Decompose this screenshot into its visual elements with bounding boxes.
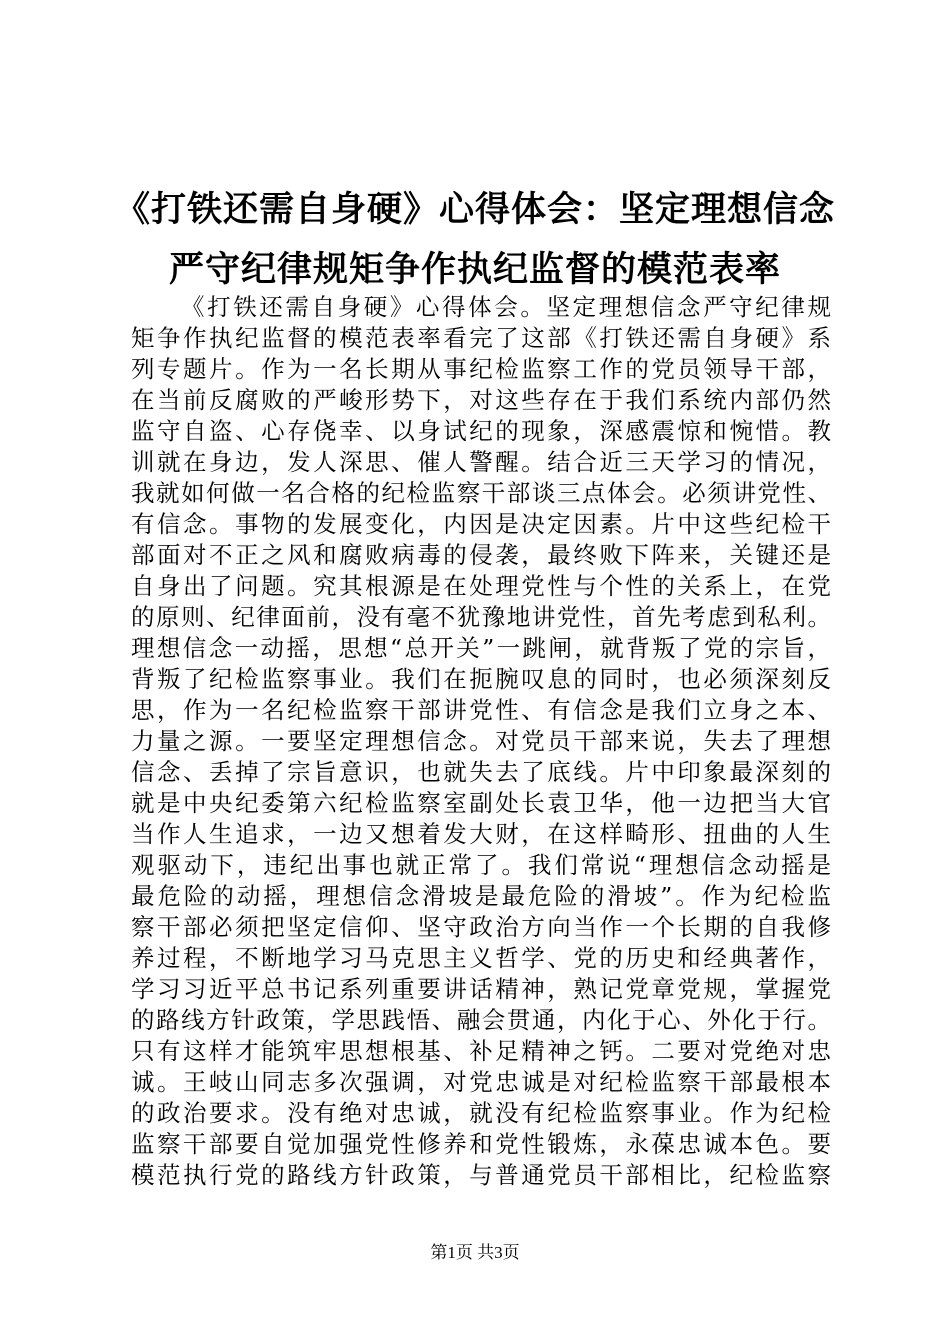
body-line: 矩争作执纪监督的模范表率看完了这部《打铁还需自身硬》系: [131, 324, 831, 352]
document-body: [131, 292, 831, 1191]
body-line: 观驱动下，违纪出事也就正常了。我们常说“理想信念动摇是: [131, 851, 831, 879]
body-line: 思，作为一名纪检监察干部讲党性、有信念是我们立身之本、: [131, 696, 831, 724]
body-line: 只有这样才能筑牢思想根基、补足精神之钙。二要对党绝对忠: [131, 1037, 831, 1065]
body-line: 背叛了纪检监察事业。我们在扼腕叹息的同时，也必须深刻反: [131, 665, 831, 693]
body-line: 监守自盗、心存侥幸、以身试纪的现象，深感震惊和惋惜。教: [131, 417, 831, 445]
body-line: 我就如何做一名合格的纪检监察干部谈三点体会。必须讲党性、: [131, 479, 831, 507]
body-line: 理想信念一动摇，思想“总开关”一跳闸，就背叛了党的宗旨，: [131, 634, 831, 662]
body-line: 信念、丢掉了宗旨意识，也就失去了底线。片中印象最深刻的: [131, 758, 831, 786]
body-line: 当作人生追求，一边又想着发大财，在这样畸形、扭曲的人生: [131, 820, 831, 848]
document-title-line-2: 严守纪律规矩争作执纪监督的模范表率: [168, 250, 781, 290]
body-line: 学习习近平总书记系列重要讲话精神，熟记党章党规，掌握党: [131, 975, 831, 1003]
body-line: 有信念。事物的发展变化，内因是决定因素。片中这些纪检干: [131, 510, 831, 538]
body-line: 自身出了问题。究其根源是在处理党性与个性的关系上，在党: [131, 572, 831, 600]
body-line: 养过程，不断地学习马克思主义哲学、党的历史和经典著作，: [131, 944, 831, 972]
body-line: 监察干部要自觉加强党性修养和党性锻炼，永葆忠诚本色。要: [131, 1130, 831, 1158]
body-line: 的路线方针政策，学思践悟、融会贯通，内化于心、外化于行。: [131, 1006, 831, 1034]
body-line: 的原则、纪律面前，没有毫不犹豫地讲党性，首先考虑到私利。: [131, 603, 831, 631]
page-number-footer: 第1页 共3页: [430, 1243, 520, 1262]
body-line: 力量之源。一要坚定理想信念。对党员干部来说，失去了理想: [131, 727, 831, 755]
body-line: 诚。王岐山同志多次强调，对党忠诚是对纪检监察干部最根本: [131, 1068, 831, 1096]
body-line: 就是中央纪委第六纪检监察室副处长袁卫华，他一边把当大官: [131, 789, 831, 817]
body-line: 察干部必须把坚定信仰、坚守政治方向当作一个长期的自我修: [131, 913, 831, 941]
body-line: 列专题片。作为一名长期从事纪检监察工作的党员领导干部，: [131, 355, 831, 383]
body-line: 最危险的动摇，理想信念滑坡是最危险的滑坡”。作为纪检监: [131, 882, 831, 910]
document-title-line-1: 《打铁还需自身硬》心得体会：坚定理想信念: [114, 190, 835, 230]
body-line: 在当前反腐败的严峻形势下，对这些存在于我们系统内部仍然: [131, 386, 831, 414]
body-line: 部面对不正之风和腐败病毒的侵袭，最终败下阵来，关键还是: [131, 541, 831, 569]
body-line: 《打铁还需自身硬》心得体会。坚定理想信念严守纪律规: [181, 293, 831, 321]
body-line: 模范执行党的路线方针政策，与普通党员干部相比，纪检监察: [131, 1161, 831, 1189]
body-line: 训就在身边，发人深思、催人警醒。结合近三天学习的情况，: [131, 448, 831, 476]
body-line: 的政治要求。没有绝对忠诚，就没有纪检监察事业。作为纪检: [131, 1099, 831, 1127]
